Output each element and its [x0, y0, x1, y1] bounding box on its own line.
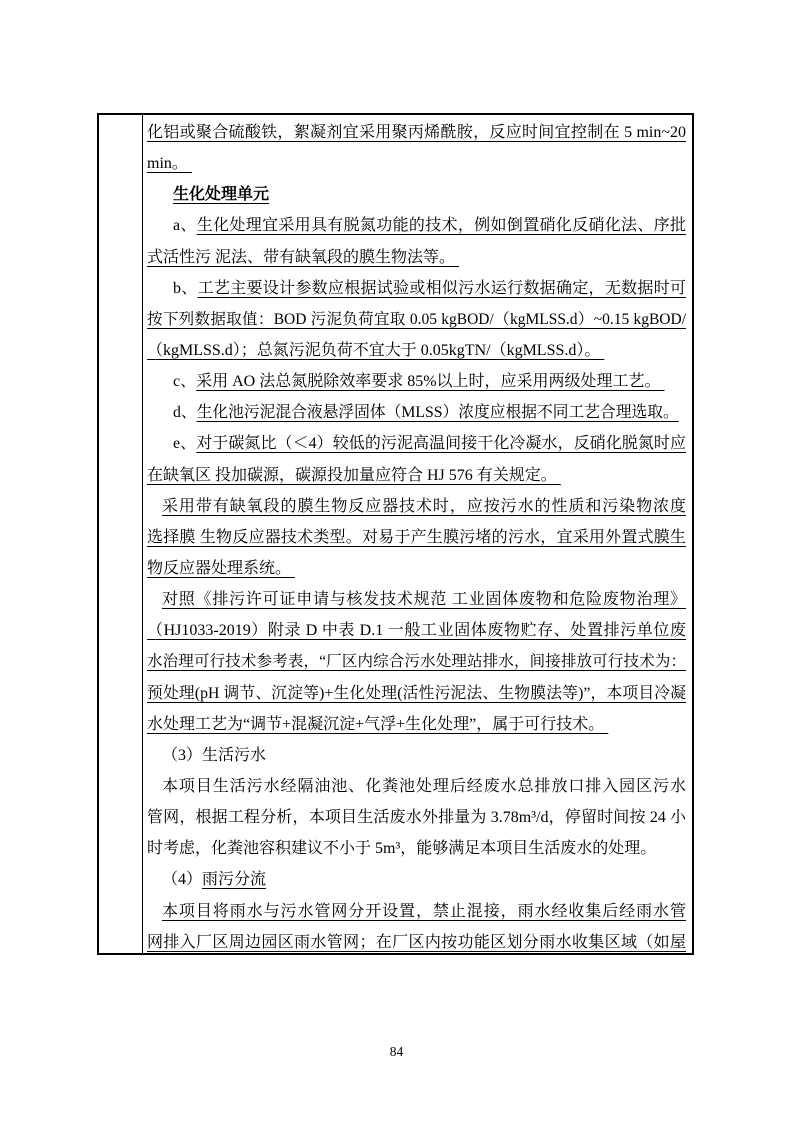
table-empty-cell: [99, 115, 143, 953]
text-segment: a、: [173, 217, 197, 235]
underlined-text: 采用 AO 法总氮脱除效率要求 85%以上时，应采用两级处理工艺。: [196, 373, 665, 391]
text-line: [147, 802, 686, 833]
text-line: [147, 615, 686, 646]
underlined-text: 选择膜 生物反应器技术类型。对易于产生膜污堵的污水，宜采用外置式膜生: [147, 528, 686, 546]
underlined-text: （kgMLSS.d）；总氮污泥负荷不宜大于 0.05kgTN/（kgMLSS.d）。: [147, 341, 605, 359]
text-line: [147, 646, 686, 677]
underlined-text: 工艺主要设计参数应根据试验或相似污水运行数据确定，无数据时可: [197, 279, 686, 297]
text-line: [147, 304, 686, 335]
underlined-text: 预处理(pH 调节、沉淀等)+生化处理(活性污泥法、生物膜法等)”，本项目冷凝: [147, 684, 686, 702]
underlined-text: （HJ1033-2019）附录 D 中表 D.1 一般工业固体废物贮存、处置排污单位废: [147, 622, 686, 640]
text-line: [147, 117, 686, 148]
text-line: [147, 740, 686, 771]
text-line: [147, 896, 686, 927]
page-number: 84: [389, 1044, 404, 1059]
text-line: [147, 242, 686, 273]
text-line: [147, 771, 686, 802]
text-segment: e、: [173, 435, 197, 453]
text-line: [147, 273, 686, 304]
text-line: [147, 927, 686, 953]
underlined-text: 化铝或聚合硫酸铁，絮凝剂宜采用聚丙烯酰胺，反应时间宜控制在 5 min~20: [147, 124, 686, 141]
underlined-text: min。: [147, 155, 192, 173]
text-line: [147, 833, 686, 864]
underlined-text: 生化处理单元: [173, 186, 270, 204]
text-segment: d、: [173, 404, 197, 422]
text-segment: （4）: [162, 871, 203, 889]
text-line: [147, 335, 686, 366]
underlined-text: 本项目将雨水与污水管网分开设置，禁止混接，雨水经收集后经雨水管: [162, 902, 686, 920]
text-line: [147, 584, 686, 615]
text-line: [147, 366, 686, 397]
underlined-text: 雨污分流: [202, 871, 267, 889]
underlined-text: 水处理工艺为“调节+混凝沉淀+气浮+生化处理”，属于可行技术。: [147, 715, 609, 733]
underlined-text: 对照《排污许可证申请与核发技术规范 工业固体废物和危险废物治理》: [162, 591, 686, 609]
table-content-cell: [143, 115, 692, 953]
underlined-text: 生化处理宜采用具有脱氮功能的技术，例如倒置硝化反硝化法、序批: [196, 217, 686, 235]
text-line: [147, 460, 686, 491]
underlined-text: 对于碳氮比（＜4）较低的污泥高温间接干化冷凝水，反硝化脱氮时应: [196, 435, 686, 453]
text-segment: 管网，根据工程分析，本项目生活废水外排量为 3.78m³/d，停留时间按 24 小: [147, 809, 686, 827]
text-segment: 时考虑，化粪池容积建议不小于 5m³，能够满足本项目生活废水的处理。: [147, 840, 657, 858]
underlined-text: 式活性污 泥法、带有缺氧段的膜生物法等。: [147, 248, 460, 266]
text-segment: c、: [173, 373, 197, 391]
text-segment: 本项目生活污水经隔油池、化粪池处理后经废水总排放口排入园区污水: [162, 777, 686, 795]
underlined-text: 按下列数据取值：BOD 污泥负荷宜取 0.05 kgBOD/（kgMLSS.d）~0.15 kgBOD/: [147, 310, 686, 328]
text-line: [147, 148, 686, 179]
text-line: [147, 397, 686, 428]
text-line: [147, 179, 686, 210]
underlined-text: 网排入厂区周边园区雨水管网；在厂区内按功能区划分雨水收集区域（如屋: [147, 933, 686, 951]
text-line: [147, 522, 686, 553]
text-line: [147, 491, 686, 522]
underlined-text: 物反应器处理系统。: [147, 559, 296, 577]
report-table: [97, 113, 694, 955]
underlined-text: 在缺氧区 投加碳源，碳源投加量应符合 HJ 576 有关规定。: [147, 466, 561, 484]
text-line: [147, 553, 686, 584]
underlined-text: 生化池污泥混合液悬浮固体（MLSS）浓度应根据不同工艺合理选取。: [196, 404, 679, 422]
text-segment: （3）生活污水: [162, 746, 267, 764]
text-line: [147, 864, 686, 895]
underlined-text: 采用带有缺氧段的膜生物反应器技术时，应按污水的性质和污染物浓度: [162, 497, 686, 515]
text-line: [147, 210, 686, 241]
text-line: [147, 678, 686, 709]
text-segment: b、: [173, 279, 198, 297]
text-line: [147, 709, 686, 740]
text-line: [147, 428, 686, 459]
underlined-text: 水治理可行技术参考表，“厂区内综合污水处理站排水，间接排放可行技术为：: [147, 653, 686, 671]
